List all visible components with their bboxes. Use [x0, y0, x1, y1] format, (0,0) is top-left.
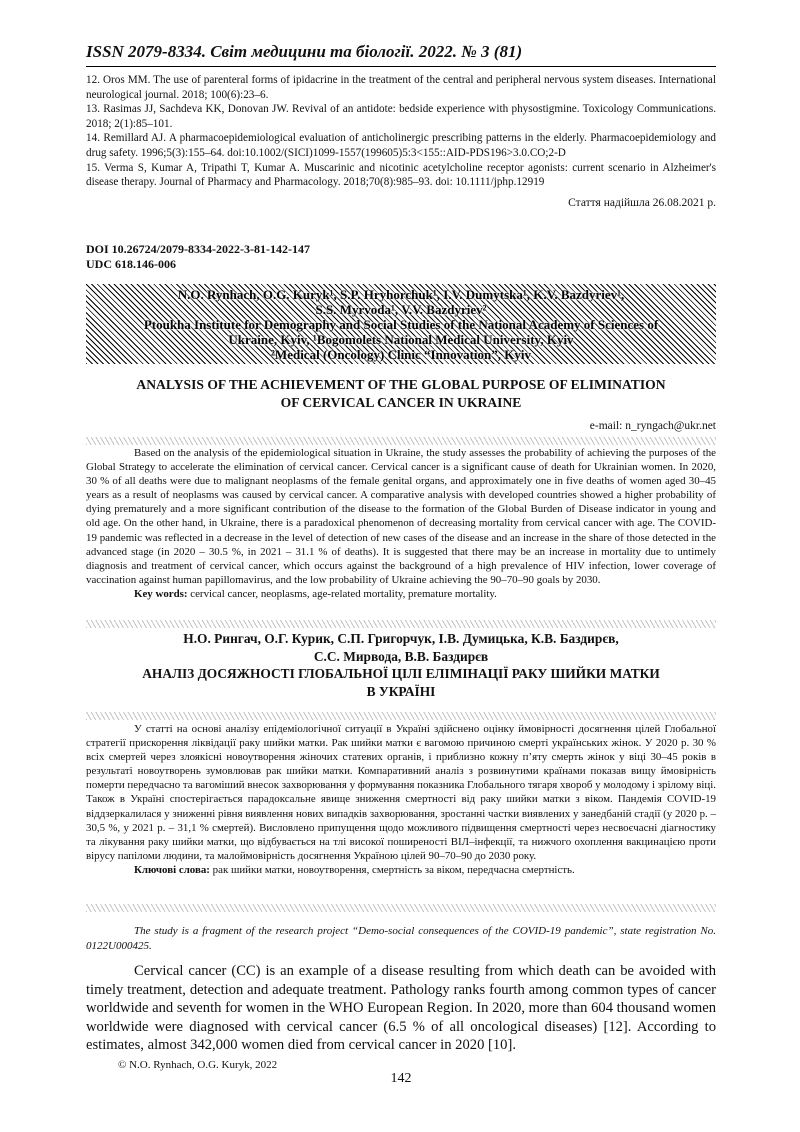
reference-item: 13. Rasimas JJ, Sachdeva KK, Donovan JW. Revival of an antidote: bedside experience with physostigmine. Toxicology Communications. 2018; 2(1):85–101. [86, 103, 716, 130]
body-text [86, 962, 716, 1055]
article-title-ua [86, 630, 716, 700]
authors-line: N.O. Rynhach, O.G. Kuryk¹, S.P. Hryhorchuk¹, I.V. Dumytska¹, K.V. Bazdyriev¹, [177, 286, 625, 302]
affiliation-line: Ptoukha Institute for Demography and Social Studies of the National Academy of Sciences of [143, 316, 659, 332]
authors-affiliations-box [86, 284, 716, 364]
page-number: 142 [390, 1071, 412, 1086]
header-rule [86, 66, 716, 67]
divider [86, 437, 716, 445]
abstract-en [86, 446, 716, 601]
affiliation-line: Ukraine, Kyiv, ¹Bogomolets National Medical University, Kyiv [228, 331, 574, 347]
divider [86, 712, 716, 720]
article-title-en [86, 376, 716, 412]
udc: UDC 618.146-006 [86, 257, 176, 271]
copyright: © N.O. Rynhach, O.G. Kuryk, 2022 [118, 1059, 278, 1071]
abstract-text: У статті на основі аналізу епідеміологічної ситуації в Україні здійснено оцінку ймовірності досягнення цілей Глобальної стратегії прискорення ліквідації раку шийки матки. Рак шийки матки є вагомою причиною смерті українських жінок. У 2020 р. 30 % всіх смертей через злоякісні новоутворення жіночих статевих органів, і приблизно кожну п’яту смерть жінок у віці 30–45 років в результаті новоутворень зумовлював рак шийки матки. Компаративний аналіз з розвинутими країнами показав вищу ймовірність померти передчасно та вагоміший внесок захворювання у формування показника Глобального тягаря хвороб у молодому і зрілому віці. Також в Україні спостерігається парадоксальне явище зниження смертності від раку шийки матки з віком. Пандемія COVID-19 віддзеркалилася у зниженні рівня виявлення нових випадків захворювання, зростанні частки виявлених у занедбаній стадії (у 2020 р. – 30,5 %, у 2021 р. – 31,1 % смертей). Висловлено припущення щодо можливого підвищення смертності через несвоєчасні діагностику та лікування раку шийки матки, що відбувається на тлі високої поширеності ВІЛ–інфекції, та нижчого охоплення вакцинацією проти вірусу папіломи людини, та малоймовірність досягнення Україною цілей 90–70–90 до 2030 року. [86, 723, 716, 862]
keywords-label: Key words: [134, 587, 188, 600]
divider [86, 904, 716, 912]
running-header: ISSN 2079-8334. Світ медицини та біології. 2022. № 3 (81) [86, 42, 523, 61]
title-line: ANALYSIS OF THE ACHIEVEMENT OF THE GLOBAL PURPOSE OF ELIMINATION [136, 377, 666, 392]
title-ua-line: В УКРАЇНІ [366, 683, 436, 699]
doi: DOI 10.26724/2079-8334-2022-3-81-142-147 [86, 242, 310, 256]
title-line: OF CERVICAL CANCER IN UKRAINE [280, 395, 522, 410]
divider [86, 620, 716, 628]
authors-line: S.S. Myrvoda¹, V.V. Bazdyriev² [315, 301, 487, 317]
abstract-text: Based on the analysis of the epidemiological situation in Ukraine, the study assesses the probability of achieving the purposes of the Global Strategy to accelerate the elimination of cervical cancer. Cervical cancer is a significant cause of death for Ukrainian women. In 2020, 30 % of all deaths were due to malignant neoplasms of the female genital organs, and approximately one in five deaths of women aged 30–45 years as a result of neoplasms was caused by cervical cancer. A comparative analysis with developed countries showed a higher probability of dying prematurely and a more significant contribution of the disease to the formation of the Global Burden of Disease indicator in young and old age. On the other hand, in Ukraine, there is a paradoxical phenomenon of decreasing mortality from cervical cancer with age. The COVID-19 pandemic was reflected in a decrease in the level of detection of new cases of the disease and an increase in the share of those detected in the advanced stage (in 2020 – 30.5 %, in 2021 – 31.1 % of deaths). It is suggested that there may be an increase in mortality due to untimely diagnosis and treatment of cervical cancer, which occurs against the background of a high prevalence of HIV infection, lower coverage of vaccination against human papillomavirus, and the low probability of Ukraine achieving the 90–70–90 goals by 2030. [86, 447, 716, 586]
keywords-label: Ключові слова: [134, 863, 210, 876]
reference-item: 12. Oros MM. The use of parenteral forms of ipidacrine in the treatment of the central and peripheral nervous system diseases. International neurological journal. 2018; 100(6):23–6. [86, 74, 716, 101]
contact-email: e-mail: n_ryngach@ukr.net [589, 420, 716, 432]
keywords-text: рак шийки матки, новоутворення, смертність за віком, передчасна смертність. [209, 863, 575, 876]
project-note-text: The study is a fragment of the research project “Demo-social consequences of the COVID-19 pandemic”, state registration No. 0122U000425. [86, 925, 716, 952]
authors-ua-line: С.С. Мирвода, В.В. Баздирєв [313, 648, 489, 664]
project-note [86, 924, 716, 953]
title-ua-line: АНАЛІЗ ДОСЯЖНОСТІ ГЛОБАЛЬНОЇ ЦІЛІ ЕЛІМІНАЦІЇ РАКУ ШИЙКИ МАТКИ [142, 666, 660, 681]
affiliation-line: ²Medical (Oncology) Clinic “Innovation”, Kyiv [271, 346, 531, 362]
received-date: Стаття надійшла 26.08.2021 р. [568, 197, 716, 209]
reference-item: 14. Remillard AJ. A pharmacoepidemiological evaluation of anticholinergic prescribing patterns in the elderly. Pharmacoepidemiology and drug safety. 1996;5(3):155–64. doi:10.1002/(SICI)1099-1557(199605)5:3<155::AID-PDS196>3.0.CO;2-D [86, 132, 716, 159]
keywords-text: cervical cancer, neoplasms, age-related mortality, premature mortality. [187, 587, 497, 600]
authors-ua-line: Н.О. Рингач, О.Г. Курик, С.П. Григорчук, І.В. Думицька, К.В. Баздирєв, [183, 631, 619, 646]
keywords-en [86, 587, 716, 601]
reference-list [86, 73, 716, 190]
body-paragraph: Cervical cancer (CC) is an example of a disease resulting from which death can be avoided with timely treatment, detection and adequate treatment. Pathology ranks fourth among common types of cancer worldwide and seventh for women in the WHO European Region. In 2020, more than 604 thousand women worldwide were diagnosed with cervical cancer (6.5 % of all oncological diseases) [12]. According to estimates, almost 342,000 women died from cervical cancer in 2020 [10]. [86, 963, 716, 1054]
reference-item: 15. Verma S, Kumar A, Tripathi T, Kumar A. Muscarinic and nicotinic acetylcholine receptor agonists: current scenario in Alzheimer's disease therapy. Journal of Pharmacy and Pharmacology. 2018;70(8):985–93. doi: 10.1111/jphp.12919 [86, 161, 716, 189]
abstract-ua [86, 722, 716, 877]
doi-block [86, 242, 716, 272]
keywords-ua [86, 863, 716, 877]
